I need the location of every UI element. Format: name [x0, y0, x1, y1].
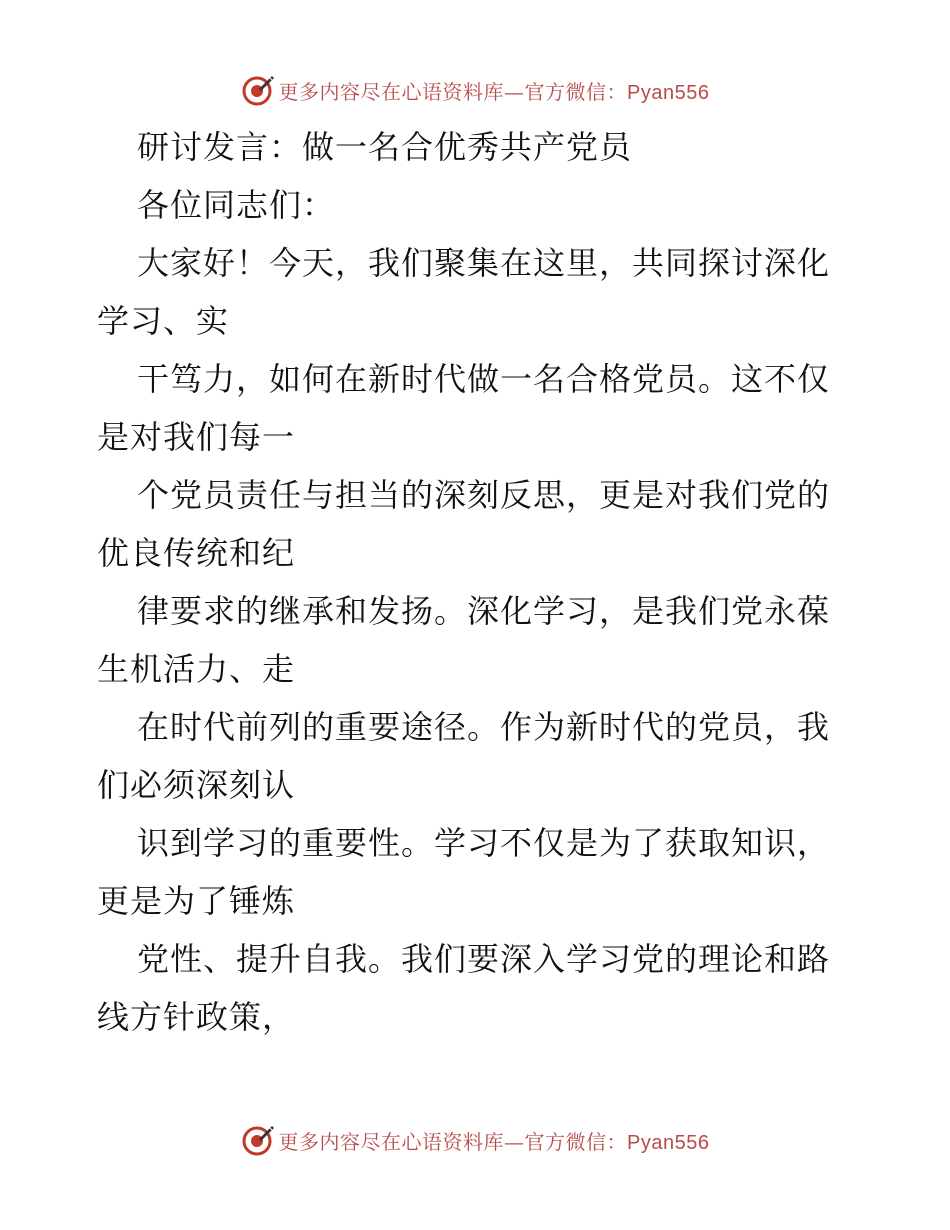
- body-paragraph: 律要求的继承和发扬。深化学习，是我们党永葆生机活力、走: [97, 592, 831, 688]
- pen-logo-icon: [241, 73, 275, 107]
- banner-main-text: 更多内容尽在心语资料库—官方微信：: [278, 1129, 628, 1154]
- salutation: 各位同志们：: [137, 186, 336, 224]
- body-paragraph: 党性、提升自我。我们要深入学习党的理论和路线方针政策，: [97, 940, 831, 1036]
- header-banner: [0, 70, 950, 110]
- body-paragraph: 大家好！今天，我们聚集在这里，共同探讨深化学习、实: [97, 244, 831, 340]
- body-paragraph: 个党员责任与担当的深刻反思，更是对我们党的优良传统和纪: [97, 476, 831, 572]
- wechat-id: Pyan556: [627, 81, 710, 104]
- document-title: 研讨发言：做一名合优秀共产党员: [137, 128, 633, 166]
- banner-text: [279, 76, 710, 105]
- document-body: [97, 118, 857, 1046]
- pen-logo-icon: [241, 1123, 275, 1157]
- footer-banner: [0, 1120, 950, 1160]
- banner-text: [279, 1126, 710, 1155]
- banner-main-text: 更多内容尽在心语资料库—官方微信：: [278, 79, 628, 104]
- wechat-id: Pyan556: [627, 1131, 710, 1154]
- body-paragraph: 在时代前列的重要途径。作为新时代的党员，我们必须深刻认: [97, 708, 831, 804]
- body-paragraph: 识到学习的重要性。学习不仅是为了获取知识，更是为了锤炼: [97, 824, 831, 920]
- body-paragraph: 干笃力，如何在新时代做一名合格党员。这不仅是对我们每一: [97, 360, 831, 456]
